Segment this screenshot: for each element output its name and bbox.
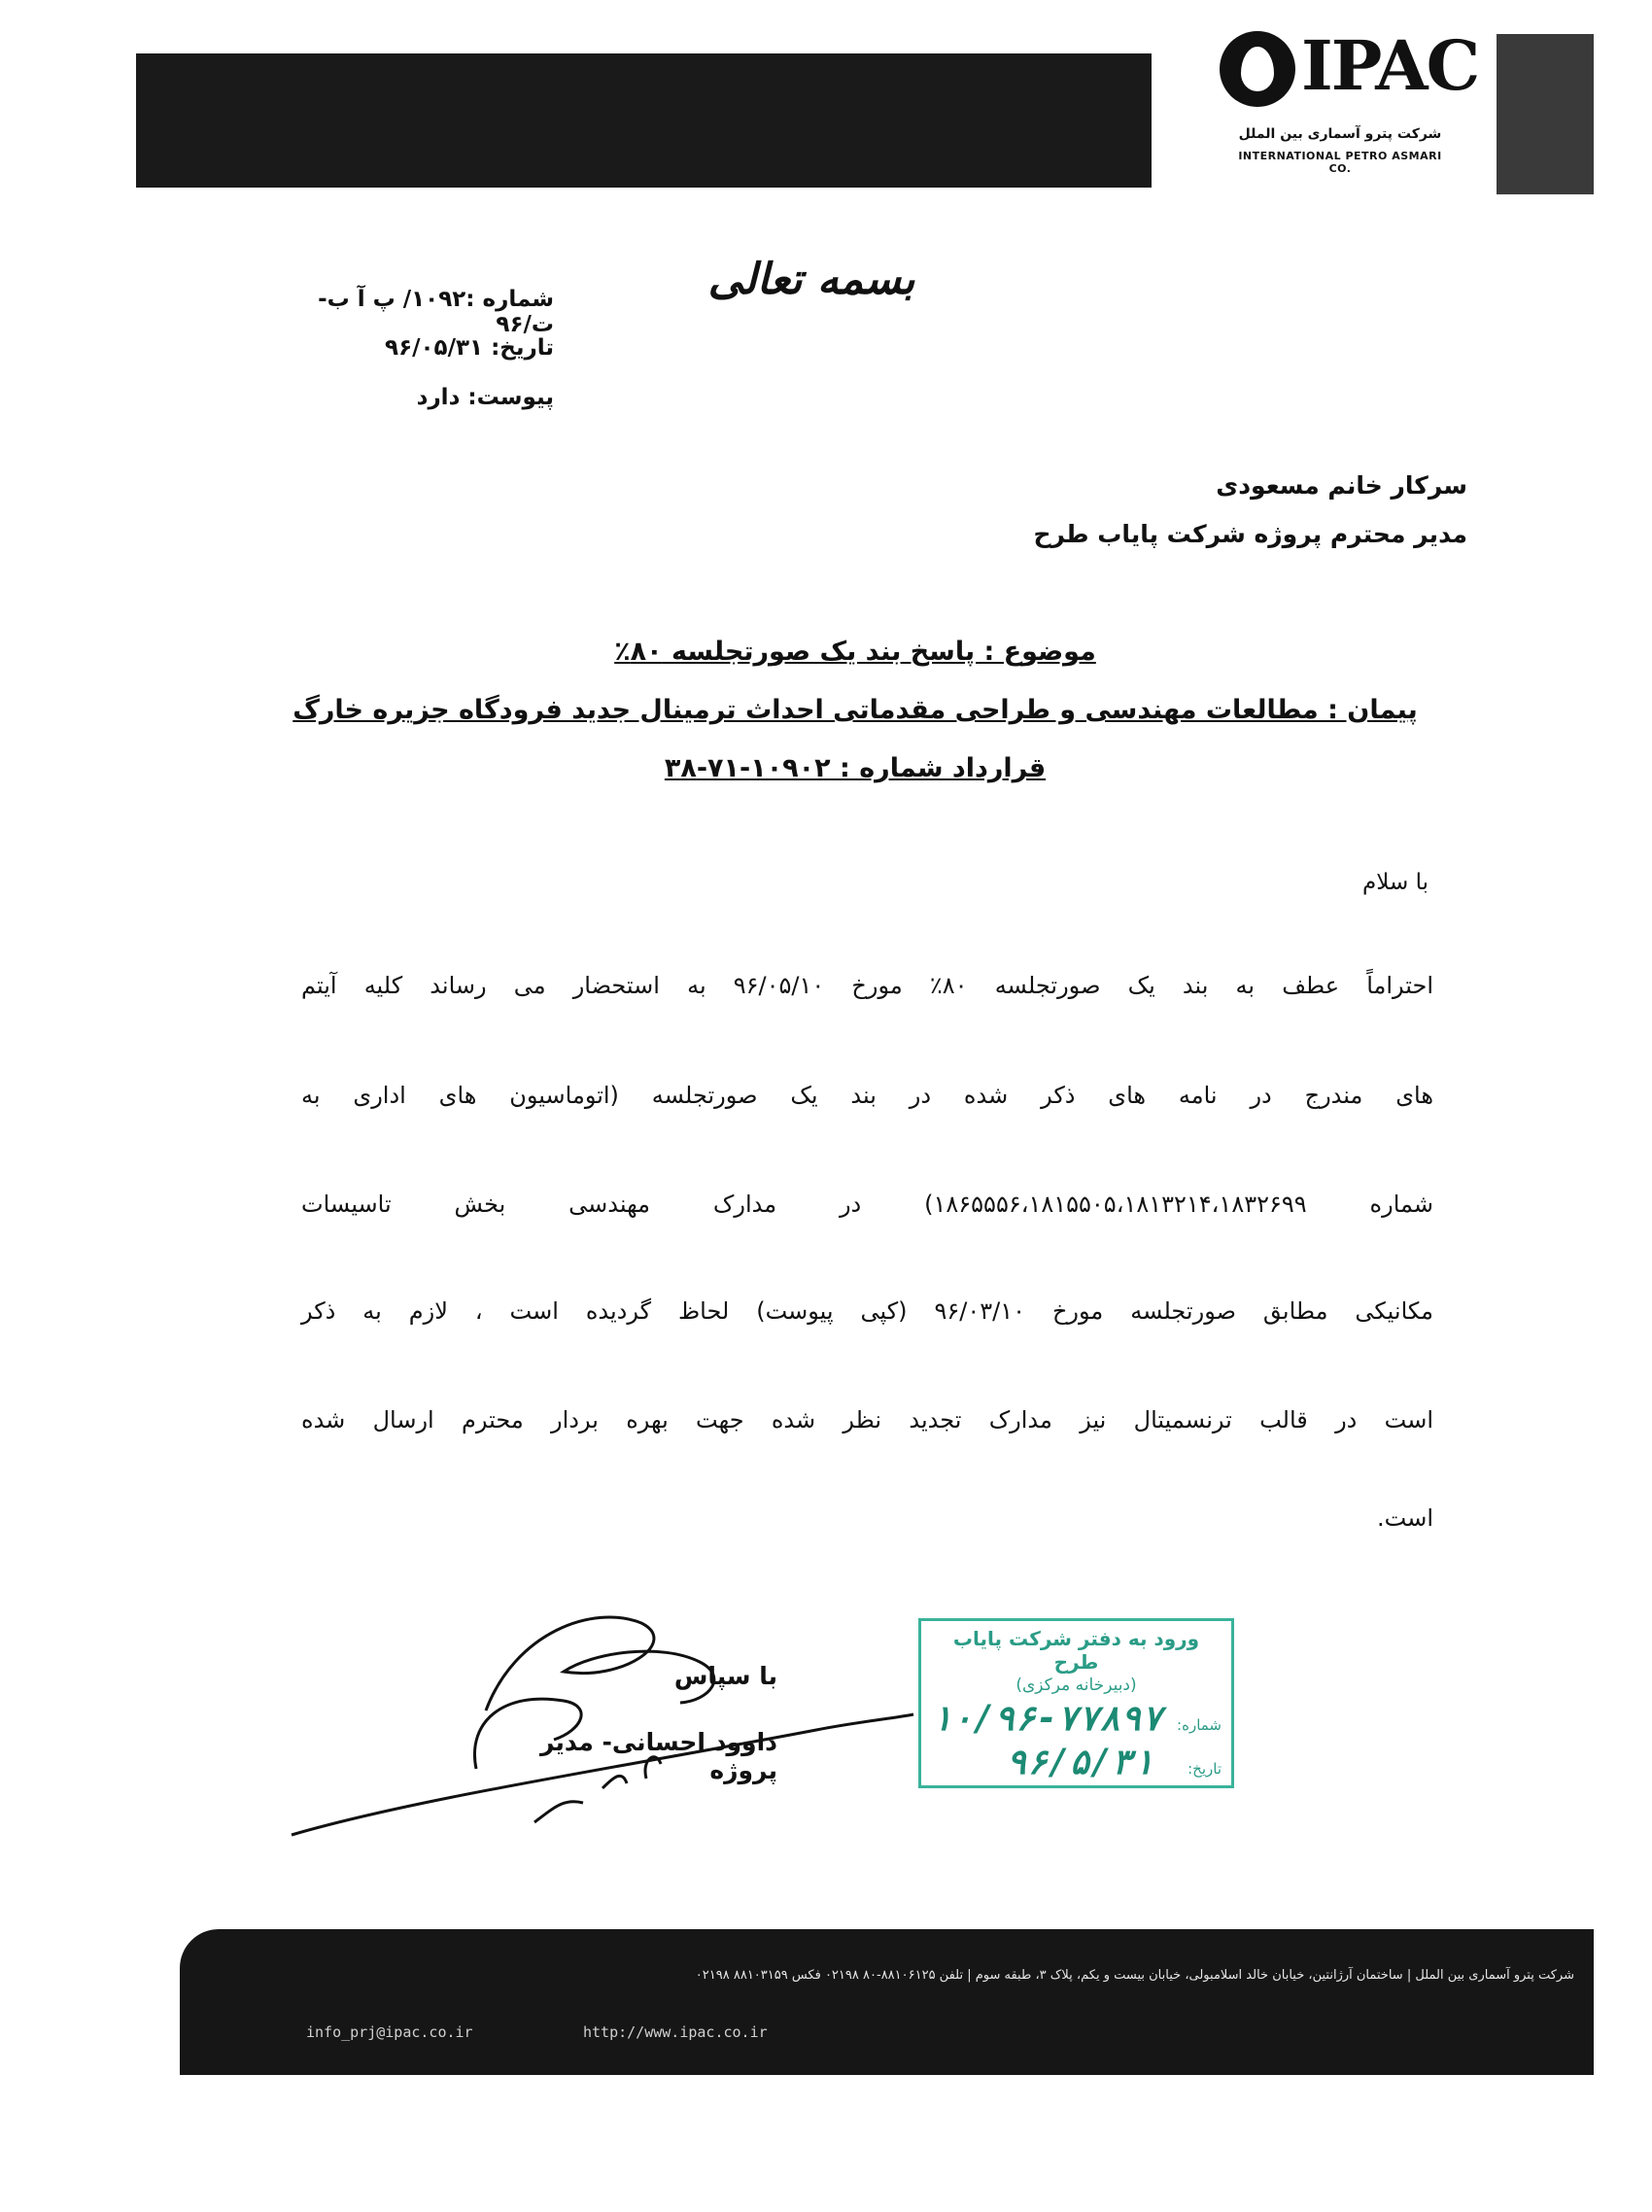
body-line: است. <box>1377 1504 1433 1532</box>
body-line: است در قالب ترنسمیتال نیز مدارک تجدید نظر شده جهت بهره بردار محترم ارسال شده <box>301 1406 1433 1434</box>
company-name-fa: شرکت پترو آسماری بین الملل <box>1238 126 1442 142</box>
header-band <box>136 53 1152 188</box>
letter-attachment: پیوست: دارد <box>416 385 554 410</box>
stamp-title: ورود به دفتر شرکت پایاب طرح <box>952 1627 1200 1674</box>
contract-title-line <box>272 695 1438 725</box>
footer-address: شرکت پترو آسماری بین الملل | ساختمان آرژانتین، خیابان خالد اسلامبولی، خیابان بیست و یکم، پلاک ۳، طبقه سوم | تلفن ۸۸۱۰۶۱۲۵-۸۰ ۰۲۱۹۸ فکس ۸۸۱۰۳۱۵۹ ۰۲۱۹۸ <box>695 1968 1574 1983</box>
letter-date: تاریخ: ۹۶/۰۵/۳۱ <box>385 335 554 361</box>
stamp-number-label: شماره: <box>1177 1716 1222 1734</box>
closing: با سپاس <box>673 1662 777 1690</box>
body-line: احتراماً عطف به بند یک صورتجلسه ۸۰٪ مورخ ۹۶/۰۵/۱۰ به استحضار می رساند کلیه آیتم <box>301 972 1434 999</box>
contract-number-text: قرارداد شماره : ۱۰۹۰۲-۷۱-۳۸ <box>664 753 1047 783</box>
signer-name: داوود احسانی- مدیر پروژه <box>539 1728 777 1784</box>
greeting: با سلام <box>1362 870 1428 895</box>
footer-website: http://www.ipac.co.ir <box>583 2023 768 2041</box>
handwritten-signature <box>272 1594 991 1847</box>
addressee-title: مدیر محترم پروژه شرکت پایاب طرح <box>1033 520 1467 548</box>
body-line: مکانیکی مطابق صورتجلسه مورخ ۹۶/۰۳/۱۰ (کپی پیوست) لحاظ گردیده است ، لازم به ذکر <box>301 1297 1434 1325</box>
subject-line <box>272 637 1438 667</box>
contract-title-text: پیمان : مطالعات مهندسی و طراحی مقدماتی احداث ترمینال جدید فرودگاه جزیره خارگ <box>293 695 1418 725</box>
drop-icon <box>1220 31 1295 107</box>
bismillah: بسمه تعالی <box>707 255 915 304</box>
logo-text: IPAC <box>1301 25 1479 106</box>
company-logo <box>1220 25 1479 185</box>
body-line: شماره ۱۸۶۵۵۵۶،۱۸۱۵۵۰۵،۱۸۱۳۲۱۴،۱۸۳۲۶۹۹) در مدارک مهندسی بخش تاسیسات <box>301 1191 1434 1218</box>
stamp-date-value: ۹۶/۵/۳۱ <box>1006 1743 1153 1782</box>
stamp-date-label: تاریخ: <box>1187 1760 1222 1778</box>
stamp-number-value: ۱۰/۹۶-۷۷۸۹۷ <box>931 1699 1163 1739</box>
stamp-date-row <box>931 1743 1222 1782</box>
addressee-name: سرکار خانم مسعودی <box>1216 471 1467 500</box>
subject-text: موضوع : پاسخ بند یک صورتجلسه ۸۰٪ <box>614 637 1096 667</box>
footer-band <box>180 1929 1594 2075</box>
letter-number: شماره :۱۰۹۲/ پ آ ب- ت/۹۶ <box>318 287 554 337</box>
footer-email: info_prj@ipac.co.ir <box>306 2023 473 2041</box>
stamp-subtitle: (دبیرخانه مرکزی) <box>1015 1676 1137 1695</box>
body-line: های مندرج در نامه های ذکر شده در بند یک صورتجلسه (اتوماسیون های اداری به <box>301 1082 1433 1109</box>
receipt-stamp <box>918 1618 1234 1788</box>
scan-edge-block <box>1497 34 1594 194</box>
company-name-en: INTERNATIONAL PETRO ASMARI CO. <box>1238 150 1442 175</box>
stamp-number-row <box>931 1699 1222 1739</box>
contract-number-line <box>272 753 1438 783</box>
